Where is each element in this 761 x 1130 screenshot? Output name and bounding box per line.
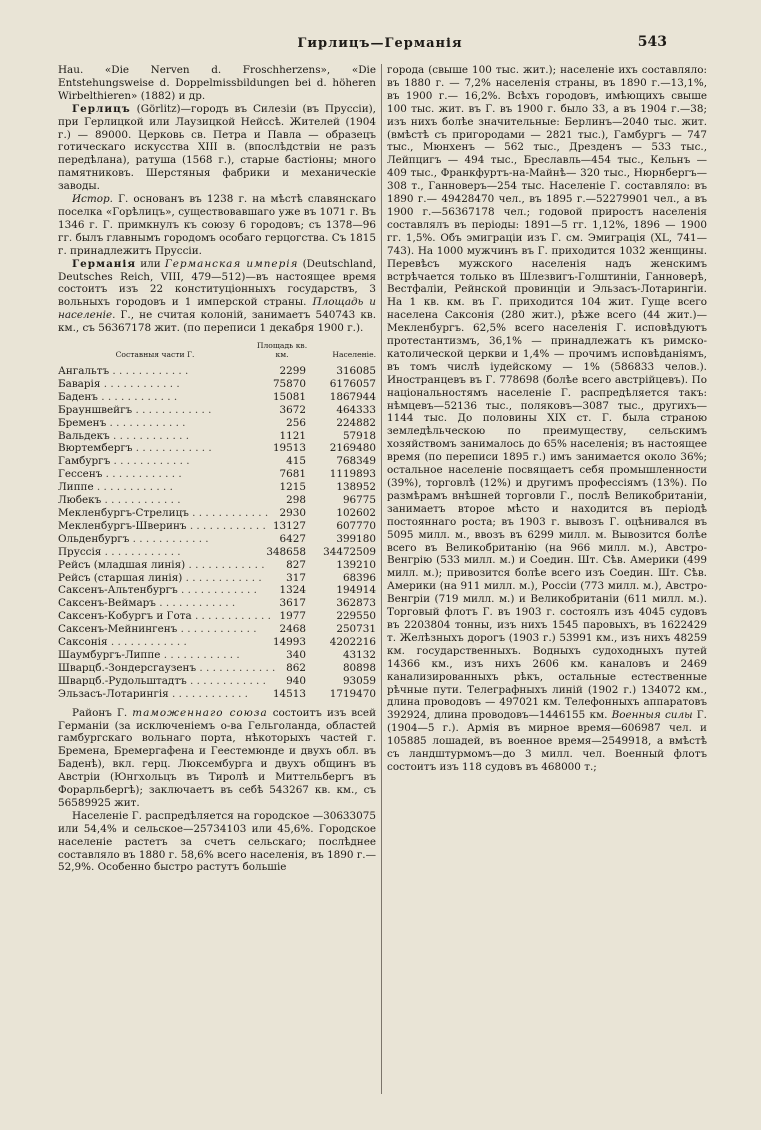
leader-dots: . . . . . . . . . . . . bbox=[107, 636, 187, 649]
area-text: Г., не считая колоній, занимаетъ 540743 кв. км., съ 56367178 жит. (по переписи 1 декабря 1900 г.). bbox=[58, 309, 376, 335]
leader-dots: . . . . . . . . . . . . bbox=[110, 455, 190, 468]
state-population: 194914 bbox=[336, 584, 376, 597]
entry-gorlitz-history bbox=[58, 193, 376, 258]
state-name: Рейсъ (младшая линія) bbox=[58, 558, 186, 571]
state-population: 1719470 bbox=[329, 687, 376, 700]
section-label-history: Истор. bbox=[72, 193, 113, 206]
leader-dots: . . . . . . . . . . . . bbox=[109, 365, 189, 378]
state-population: 93059 bbox=[342, 674, 376, 687]
state-name: Саксонія bbox=[58, 636, 108, 649]
state-name: Шварцб.-Рудольштадтъ bbox=[58, 674, 187, 687]
states-table bbox=[58, 341, 376, 701]
history-text: Г. основанъ въ 1238 г. на мѣстѣ славянскаго поселка «Горѣлицъ», существовавшаго уже въ 1071 г. Въ 1346 г. Г. примкнулъ къ союзу 6 городовъ; съ 1378—96 гг. былъ главнымъ городомъ особаго герцогства. Съ 1815 г. принадлежитъ Пруссіи. bbox=[58, 193, 377, 257]
state-name: Саксенъ-Кобургъ и Гота bbox=[58, 610, 192, 623]
state-area: 256 bbox=[286, 416, 306, 429]
table-row bbox=[58, 636, 376, 649]
leader-dots: . . . . . . . . . . . . bbox=[185, 558, 265, 571]
table-row bbox=[58, 481, 376, 494]
state-name: Мекленбургъ-Стрелицъ bbox=[58, 507, 189, 519]
state-area: 19513 bbox=[272, 442, 306, 455]
paragraph-population-distribution: Населеніе Г. распредѣляется на городское —30633075 или 54,4% и сельское—25734103 или 45,6%. Городское населеніе растетъ за счетъ сельскаго; послѣднее составляло въ 1880 г. 58,6% всего населенія, въ 1890 г.— 52,9%. Особенно быстро растутъ большіе bbox=[58, 809, 376, 874]
leader-dots: . . . . . . . . . . . . bbox=[101, 545, 181, 558]
table-row bbox=[58, 391, 376, 404]
table-row bbox=[58, 417, 376, 430]
state-population: 96775 bbox=[342, 494, 376, 507]
state-name: Шварцб.-Зондерсгаузенъ bbox=[58, 661, 197, 674]
state-name: Саксенъ-Мейнингенъ bbox=[58, 623, 178, 636]
state-name: Пруссія bbox=[58, 545, 102, 558]
state-population: 138952 bbox=[336, 481, 376, 494]
state-area: 317 bbox=[286, 571, 306, 584]
table-row bbox=[58, 365, 376, 378]
state-population: 43132 bbox=[342, 648, 376, 661]
state-name: Брауншвейгъ bbox=[58, 403, 133, 416]
state-area: 1977 bbox=[279, 610, 306, 623]
leader-dots: . . . . . . . . . . . . bbox=[132, 442, 212, 455]
cities-economy-text: города (свыше 100 тыс. жит.); населеніе ихъ составляло: въ 1880 г. — 7,2% населенія страны, въ 1890 г.—13,1%, въ 1900 г.— 16,2%. Всѣхъ городовъ, имѣющихъ свыше 100 тыс. жит. въ Г. въ 1900 г. было 33, а въ 1904 г.—38; изъ нихъ болѣе значительные: Берлинъ—2040 тыс. жит. (вмѣстѣ съ пригородами — 2821 тыс.), Гамбургъ — 747 тыс., Мюнхенъ — 562 тыс., Дрезденъ — 533 тыс., Лейпцигъ — 494 тыс., Бреславль—454 тыс., Кельнъ — 409 тыс., Франкфуртъ-на-Майнѣ— 320 тыс., Нюрнбергъ—308 т., Ганноверъ—254 тыс. Населеніе Г. составляло: въ 1890 г.— 49428470 чел., въ 1895 г.—52279901 чел., а въ 1900 г.—56367178 чел.; годовой прироcтъ населенія составлялъ въ періоды: 1891—5 гг. 1,12%, 1896 — 1900 гг. 1,5%. Объ эмиграціи изъ Г. см. Эмиграція (XL, 741—743). На 1000 мужчинъ въ Г. приходится 1032 женщины. Перевѣсъ мужского населенія надъ женскимъ встрѣчается только въ Шлезвигъ-Голштиніи, Ганноверѣ, Вестфаліи, Рейнской провинціи и Эльзасъ-Лотарингіи. На 1 кв. км. въ Г. приходится 104 жит. Гуще всего населена Саксонія (280 жит.), рѣже всего (44 жит.)—Мекленбургъ. 62,5% всего населенія Г. исповѣдуютъ протестантизмъ, 36,1% — принадлежатъ къ римско-католической церкви и 1,4% — прочимъ исповѣданіямъ, въ томъ числѣ іудейскому — 1% (586833 челов.). Иностранцевъ въ Г. 778698 (болѣе всего австрійцевъ). По національностямъ населеніе Г. распредѣляется такъ: нѣмцевъ—52136 тыс., поляковъ—3087 тыс., другихъ—1144 тыс. До половины XIX ст. Г. была страною земледѣльческою по преимуществу, сельскимъ хозяйствомъ занималось до 65% населенія; въ настоящее время (по переписи 1895 г.) имъ занимается около 36%; остальное населеніе посвящаетъ себя промышленности (39%), торговлѣ (12%) и другимъ профессіямъ (13%). По размѣрамъ внѣшней торговли Г., послѣ Великобританіи, занимаетъ второе мѣсто и находится въ періодѣ постояннаго роста; въ 1903 г. вывозъ Г. оцѣнивался въ 5095 милл. м., ввозъ въ 6299 милл. м. Вывозится болѣе всего въ Великобританію (на 966 милл. м.), Австро-Венгрію (533 милл. м.) и Соедин. Шт. Сѣв. Америки (499 милл. м.); привозится болѣе всего изъ Соедин. Шт. Сѣв. Америки (на 911 милл. м.), Россіи (773 милл. м.), Австро-Венгріи (719 милл. м.) и Великобританіи (611 милл. м.). Торговый флотъ Г. въ 1903 г. состоялъ изъ 4045 судовъ въ 2203804 тонны, изъ нихъ 1545 паровыхъ, въ 1622429 т. Желѣзныхъ дорогъ (1903 г.) 53991 км., изъ нихъ 48259 км. государственныхъ. Водныхъ судоходныхъ путей 14366 км., изъ нихъ 2606 км. каналовъ и 2469 канализированныхъ рѣкъ, остальные естественные рѣчные пути. Телеграфныхъ линій (1902 г.) 134072 км., длина проводовъ — 497021 км. Телефонныхъ аппаратовъ 392924, длина проводовъ—1446155 км. bbox=[387, 64, 707, 722]
table-row bbox=[58, 584, 376, 597]
state-area: 75870 bbox=[272, 377, 306, 390]
state-name: Любекъ bbox=[58, 494, 102, 507]
state-name: Ольденбургъ bbox=[58, 532, 130, 545]
state-name: Рейсъ (старшая линія) bbox=[58, 571, 183, 584]
state-area: 14993 bbox=[272, 636, 306, 649]
army-text: Г. (1904—5 г.). Армія въ мирное время—606987 чел. и 105885 лошадей, въ военное время—2549918, а вмѣстѣ съ ландштурмомъ—до 3 милл. чел. Военный флотъ состоитъ изъ 118 судовъ въ 468000 т.; bbox=[387, 709, 707, 773]
entry-heading-germany: Германія bbox=[72, 257, 137, 270]
state-population: 316085 bbox=[336, 365, 376, 378]
col-header-name: Составныя части Г. bbox=[115, 350, 195, 360]
state-name: Ангальтъ bbox=[58, 365, 110, 378]
table-row bbox=[58, 533, 376, 546]
state-area: 2299 bbox=[279, 365, 306, 378]
leader-dots: . . . . . . . . . . . . bbox=[101, 494, 181, 507]
state-name: Саксенъ-Альтенбургъ bbox=[58, 584, 178, 597]
state-area: 2468 bbox=[279, 623, 306, 636]
state-area: 348658 bbox=[266, 545, 306, 558]
state-area: 3672 bbox=[279, 403, 306, 416]
col-header-population: Населеніе. bbox=[332, 350, 376, 360]
leader-dots: . . . . . . . . . . . . bbox=[177, 623, 257, 636]
leader-dots: . . . . . . . . . . . . bbox=[109, 429, 190, 442]
leader-dots: . . . . . . . . . . . . bbox=[186, 519, 266, 532]
table-row bbox=[58, 494, 376, 507]
state-population: 2169480 bbox=[329, 442, 376, 455]
state-area: 6427 bbox=[279, 532, 306, 545]
state-population: 1867944 bbox=[329, 390, 376, 403]
state-name: Гамбургъ bbox=[58, 455, 111, 468]
table-row bbox=[58, 559, 376, 572]
leader-dots: . . . . . . . . . . . . bbox=[191, 610, 271, 623]
states-table-body bbox=[58, 365, 376, 701]
state-area: 7681 bbox=[279, 468, 306, 481]
state-name: Липпе bbox=[58, 481, 94, 494]
state-population: 6176057 bbox=[329, 377, 376, 390]
table-row bbox=[58, 378, 376, 391]
running-head: Гирлицъ—Германія bbox=[297, 36, 463, 51]
table-row bbox=[58, 623, 376, 636]
table-row bbox=[58, 649, 376, 662]
state-name: Бременъ bbox=[58, 416, 107, 429]
state-population: 102602 bbox=[336, 507, 376, 519]
state-area: 14513 bbox=[272, 687, 306, 700]
leader-dots: . . . . . . . . . . . . bbox=[93, 481, 173, 494]
table-row bbox=[58, 675, 376, 688]
state-area: 1324 bbox=[279, 584, 306, 597]
customs-italic: таможеннаго союза bbox=[132, 706, 268, 719]
state-name: Баварія bbox=[58, 377, 101, 390]
state-population: 1119893 bbox=[329, 468, 376, 481]
table-row bbox=[58, 430, 376, 443]
state-population: 464333 bbox=[336, 403, 376, 416]
state-area: 298 bbox=[286, 494, 306, 507]
paragraph-cities-economy bbox=[387, 64, 707, 774]
table-row bbox=[58, 442, 376, 455]
table-row bbox=[58, 546, 376, 559]
state-population: 224882 bbox=[336, 416, 376, 429]
state-area: 340 bbox=[286, 648, 306, 661]
leader-dots: . . . . . . . . . . . . bbox=[155, 597, 236, 610]
state-area: 15081 bbox=[272, 390, 306, 403]
leader-dots: . . . . . . . . . . . . bbox=[102, 468, 182, 481]
germany-text: (Deutschland, Deutsches Reich, VIII, 479—512)—въ настоящее время состоитъ изъ 22 конституціонныхъ государствъ, 3 вольныхъ городовъ и 1 имперской страны. bbox=[58, 257, 377, 309]
section-label-army: Военныя силы bbox=[611, 709, 693, 722]
leader-dots: . . . . . . . . . . . . bbox=[196, 661, 276, 674]
right-column bbox=[387, 64, 707, 774]
leader-dots: . . . . . . . . . . . . bbox=[186, 674, 266, 687]
paragraph-customs-union bbox=[58, 707, 376, 810]
customs-b: состоитъ изъ всей Германіи (за исключеніемъ о-ва Гельголанда, областей гамбургскаго вольнаго порта, нѣкоторыхъ частей г. Бремена, Бремергафена и Геестемюнде и двухъ обл. въ Баденѣ), вкл. герц. Люксембурга и двухъ общинъ въ Австріи (Юнгхольцъ въ Тиролѣ и Миттельбергъ въ Форарльбергѣ); заключаетъ въ себѣ 543267 кв. км., съ 56589925 жит. bbox=[58, 706, 376, 809]
state-area: 940 bbox=[286, 674, 306, 687]
state-population: 57918 bbox=[342, 429, 376, 442]
germany-alt-name: Германская имперія bbox=[164, 257, 299, 270]
col-header-area: Площадь кв. км. bbox=[256, 341, 308, 360]
state-area: 827 bbox=[286, 558, 306, 571]
leader-dots: . . . . . . . . . . . . bbox=[129, 532, 209, 545]
entry-gorlitz-text: (Görlitz)—городъ въ Силезіи (въ Пруссіи), при Герлицкой или Лаузицкой Нейссѣ. Жителей (1904 г.) — 89000. Церковь св. Петра и Павла — образецъ готическаго искусства XIII в. (впослѣдствіи не разъ передѣлана), ратуша (1568 г.), старые бастіоны; много памятниковъ. Шерстяныя фабрики и механическіе заводы. bbox=[58, 102, 376, 193]
table-row bbox=[58, 520, 376, 533]
state-name: Мекленбургъ-Шверинъ bbox=[58, 519, 187, 532]
state-population: 607770 bbox=[336, 519, 376, 532]
state-area: 862 bbox=[286, 661, 306, 674]
states-table-header bbox=[58, 341, 376, 365]
state-area: 1215 bbox=[279, 481, 306, 494]
state-area: 13127 bbox=[272, 519, 306, 532]
table-row bbox=[58, 572, 376, 585]
leader-dots: . . . . . . . . . . . . bbox=[177, 584, 257, 597]
table-row bbox=[58, 455, 376, 468]
leader-dots: . . . . . . . . . . . . bbox=[182, 571, 262, 584]
table-row bbox=[58, 662, 376, 675]
leader-dots: . . . . . . . . . . . . bbox=[97, 390, 178, 403]
state-name: Гессенъ bbox=[58, 468, 103, 481]
state-population: 768349 bbox=[336, 455, 376, 468]
section-label-area: Площадь и населеніе. bbox=[58, 296, 376, 322]
leader-dots: . . . . . . . . . . . . bbox=[100, 377, 180, 390]
state-area: 1121 bbox=[279, 429, 306, 442]
table-row bbox=[58, 468, 376, 481]
paragraph-physiology-works: Hau. «Die Nerven d. Froschherzens», «Die Entstehungsweise d. Doppelmissbildungen bei d. höheren Wirbelthieren» (1882) и др. bbox=[58, 64, 376, 102]
state-population: 229550 bbox=[336, 610, 376, 623]
left-column bbox=[58, 64, 376, 874]
state-population: 68396 bbox=[342, 571, 376, 584]
state-population: 34472509 bbox=[323, 545, 376, 558]
leader-dots: . . . . . . . . . . . . bbox=[188, 507, 269, 519]
state-population: 80898 bbox=[342, 661, 376, 674]
table-row bbox=[58, 507, 376, 520]
state-name: Вальдекъ bbox=[58, 429, 110, 442]
page-number: 543 bbox=[637, 34, 667, 50]
state-area: 415 bbox=[286, 455, 306, 468]
table-row bbox=[58, 597, 376, 610]
leader-dots: . . . . . . . . . . . . bbox=[132, 403, 212, 416]
state-area: 2930 bbox=[279, 507, 306, 519]
entry-heading-gorlitz: Герлицъ bbox=[72, 102, 131, 115]
state-population: 250731 bbox=[336, 623, 376, 636]
state-population: 399180 bbox=[336, 532, 376, 545]
state-population: 4202216 bbox=[329, 636, 376, 649]
state-population: 362873 bbox=[336, 597, 376, 610]
state-name: Эльзасъ-Лотарингія bbox=[58, 687, 169, 700]
state-name: Вюртембергъ bbox=[58, 442, 133, 455]
table-row bbox=[58, 610, 376, 623]
leader-dots: . . . . . . . . . . . . bbox=[160, 648, 240, 661]
leader-dots: . . . . . . . . . . . . bbox=[168, 687, 248, 700]
column-divider bbox=[381, 64, 382, 1094]
state-name: Саксенъ-Веймаръ bbox=[58, 597, 156, 610]
entry-gorlitz bbox=[58, 103, 376, 193]
table-row bbox=[58, 688, 376, 701]
entry-germany bbox=[58, 258, 376, 335]
state-population: 139210 bbox=[336, 558, 376, 571]
customs-a: Районъ Г. bbox=[72, 706, 133, 719]
state-area: 3617 bbox=[279, 597, 306, 610]
leader-dots: . . . . . . . . . . . . bbox=[106, 416, 186, 429]
germany-or: или bbox=[136, 257, 165, 270]
table-row bbox=[58, 404, 376, 417]
state-name: Шаумбургъ-Липпе bbox=[58, 648, 161, 661]
state-name: Баденъ bbox=[58, 390, 98, 403]
